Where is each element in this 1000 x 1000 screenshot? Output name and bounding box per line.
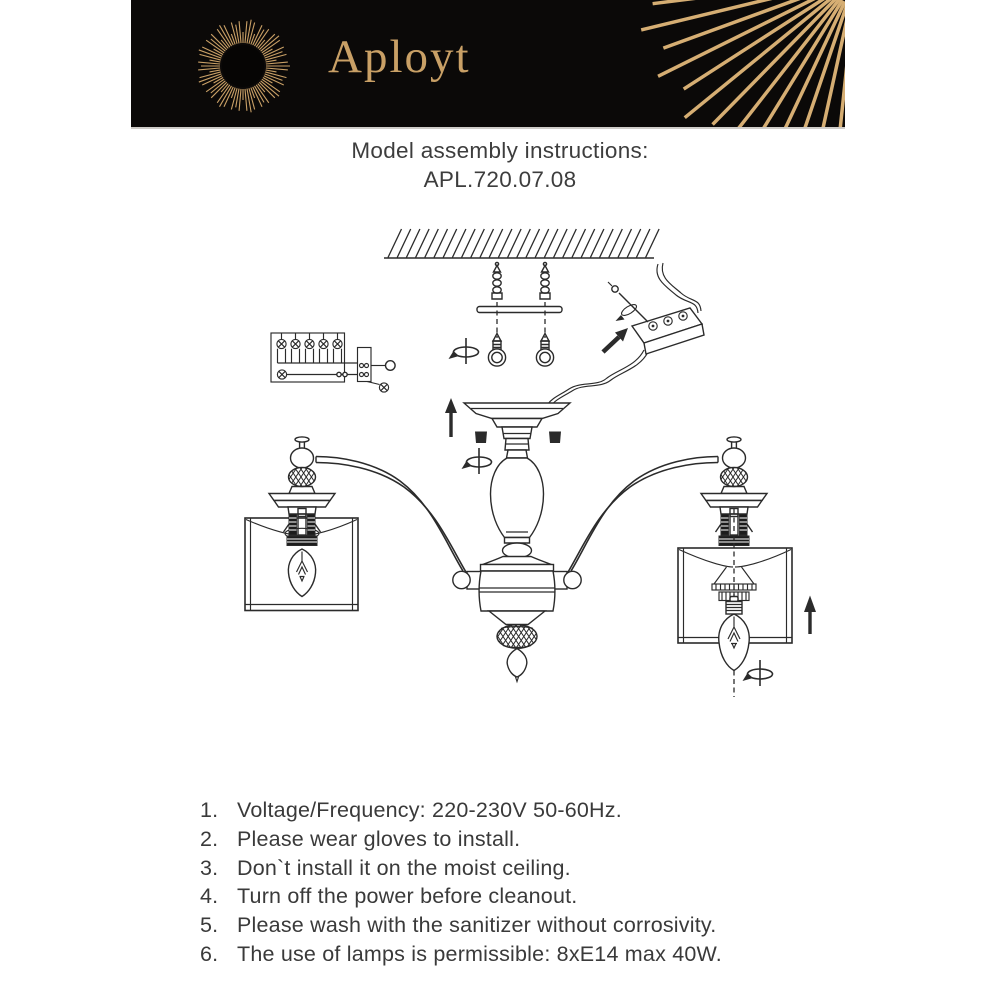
- mounting-screw: [488, 334, 505, 367]
- lamp-finial-socket: [701, 437, 767, 546]
- arm-ball-joint: [564, 571, 581, 588]
- candle-bulb-right: [719, 597, 749, 671]
- banner-decorations: [131, 0, 845, 127]
- chandelier-arm-left: [316, 457, 470, 579]
- instruction-list: [200, 796, 722, 969]
- item-text: Don`t install it on the moist ceiling.: [237, 855, 571, 880]
- mounting-bar: [477, 307, 562, 313]
- corner-rays-decoration: [641, 0, 845, 127]
- rotation-icon: [743, 660, 773, 686]
- item-text: Please wear gloves to install.: [237, 826, 521, 851]
- title-block: [0, 136, 1000, 194]
- arm-connector: [467, 572, 481, 590]
- item-text: Turn off the power before cleanout.: [237, 884, 578, 909]
- up-arrow: [445, 398, 457, 437]
- up-arrow: [804, 596, 816, 635]
- item-text: Please wash with the sanitizer without corrosivity.: [237, 913, 717, 938]
- list-item: [200, 940, 722, 969]
- terminal-block-assembly: [548, 263, 704, 406]
- screwdriver: [608, 282, 648, 322]
- supply-wire: [551, 352, 648, 406]
- crystal-ball: [698, 463, 769, 492]
- candle-bulb-left: [288, 549, 315, 597]
- list-item: [200, 854, 722, 883]
- lampshade-left: [245, 518, 358, 611]
- chandelier-arm-right: [565, 457, 719, 579]
- item-number: 2.: [200, 826, 219, 851]
- rotation-icon: [462, 448, 492, 474]
- terminal-block: [632, 308, 702, 343]
- list-item: [200, 825, 722, 854]
- set-screw-nut: [475, 432, 487, 444]
- sunburst-center: [222, 45, 264, 87]
- wiring-schematic: [271, 333, 395, 392]
- ceiling-canopy: [464, 403, 570, 439]
- list-item: [200, 882, 722, 911]
- brand-logo-text: Aployt: [328, 31, 471, 83]
- page-title: Model assembly instructions:: [351, 138, 649, 163]
- list-item: [200, 796, 722, 825]
- item-number: 5.: [200, 913, 219, 938]
- item-number: 4.: [200, 884, 219, 909]
- crystal-ball: [497, 625, 537, 649]
- schematic-terminal: [358, 348, 372, 382]
- item-number: 1.: [200, 798, 219, 822]
- item-number: 3.: [200, 855, 219, 880]
- lamp-finial-socket: [269, 437, 335, 546]
- rotation-icon: [449, 338, 479, 364]
- list-item: [200, 911, 722, 940]
- direction-arrow: [603, 328, 628, 352]
- item-number: 6.: [200, 941, 219, 966]
- wall-anchor: [540, 262, 550, 338]
- set-screw-nut: [549, 432, 561, 444]
- model-number: APL.720.07.08: [423, 167, 577, 192]
- ceiling-hatch: [384, 229, 659, 258]
- wall-anchor: [492, 262, 502, 338]
- crystal-ball: [266, 463, 337, 492]
- item-text: The use of lamps is permissible: 8xE14 max 40W.: [237, 941, 722, 966]
- item-text: Voltage/Frequency: 220-230V 50-60Hz.: [237, 798, 622, 822]
- brand-banner: [131, 0, 845, 129]
- chandelier-column: [453, 439, 581, 682]
- bottom-finial: [507, 649, 527, 678]
- mounting-screw: [536, 334, 553, 367]
- lampshade-right: [678, 548, 792, 643]
- rotation-ellipse: [620, 302, 638, 317]
- arm-connector: [553, 572, 567, 590]
- arm-ball-joint: [453, 571, 470, 588]
